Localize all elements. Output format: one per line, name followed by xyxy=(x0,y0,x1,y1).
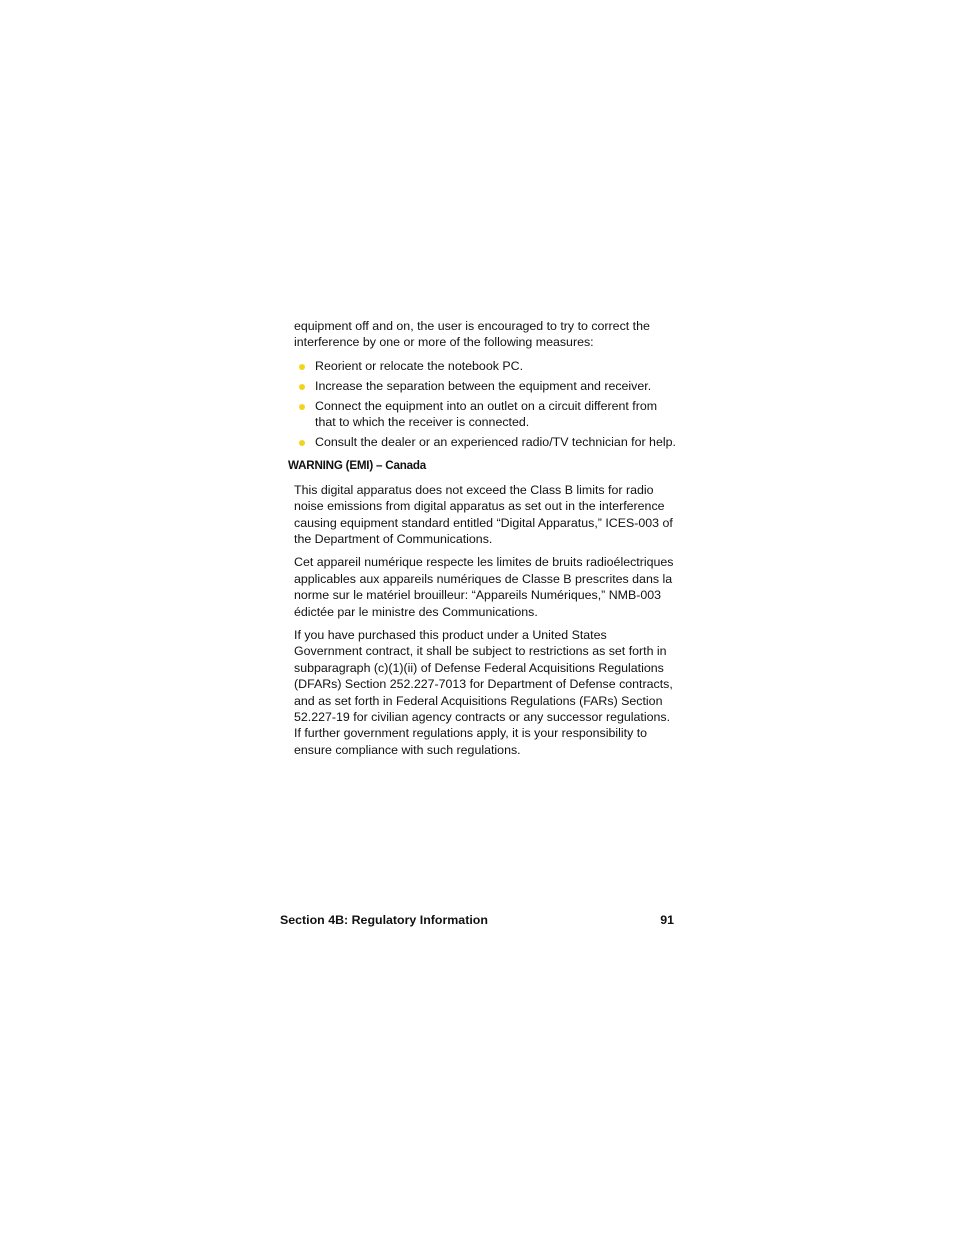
footer-section-title: Section 4B: Regulatory Information xyxy=(280,913,488,927)
government-contract-paragraph: If you have purchased this product under a United States Government contract, it shall be subject to restrictions as set forth in subparagraph (c)(1)(ii) of Defense Federal Acquisitions Regulations (DFARs) Section 252.227-7013 for Department of Defense contracts, and as set forth in Federal Acquisitions Regulations (FARs) Section 52.227-19 for civilian agency contracts or any successor regulations. If further government regulations apply, it is your responsibility to ensure compliance with such regulations. xyxy=(294,628,673,757)
list-item xyxy=(294,398,676,431)
intro-paragraph: equipment off and on, the user is encouraged to try to correct the interference by one or more of the following measures: xyxy=(294,319,650,350)
emi-english-paragraph: This digital apparatus does not exceed the Class B limits for radio noise emissions from digital apparatus as set out in the interference causing equipment standard entitled “Digital Apparatus,” ICES-003 of the Department of Communications. xyxy=(294,482,673,546)
list-item xyxy=(294,434,676,450)
bullet-dot-icon xyxy=(299,404,305,410)
list-item-text: Increase the separation between the equipment and receiver. xyxy=(315,378,652,393)
list-item-text: Consult the dealer or an experienced radio/TV technician for help. xyxy=(315,434,676,449)
list-item-text: Connect the equipment into an outlet on a circuit different from that to which the receiver is connected. xyxy=(315,398,658,430)
emi-french-paragraph: Cet appareil numérique respecte les limites de bruits radioélectriques applicables aux appareils numériques de Classe B prescrites dans la norme sur le matériel brouilleur: “Appareils Numériques,” NMB-003 édictée par le ministre des Communications. xyxy=(294,555,674,619)
list-item xyxy=(294,378,676,394)
page-footer xyxy=(280,912,674,928)
page-body xyxy=(288,318,676,765)
bullet-dot-icon xyxy=(299,364,305,370)
list-item xyxy=(294,358,676,374)
page-number: 91 xyxy=(660,913,674,927)
measures-list xyxy=(294,358,676,451)
list-item-text: Reorient or relocate the notebook PC. xyxy=(315,358,524,373)
warning-heading: WARNING (EMI) – Canada xyxy=(288,459,426,473)
bullet-dot-icon xyxy=(299,440,305,446)
bullet-dot-icon xyxy=(299,384,305,390)
